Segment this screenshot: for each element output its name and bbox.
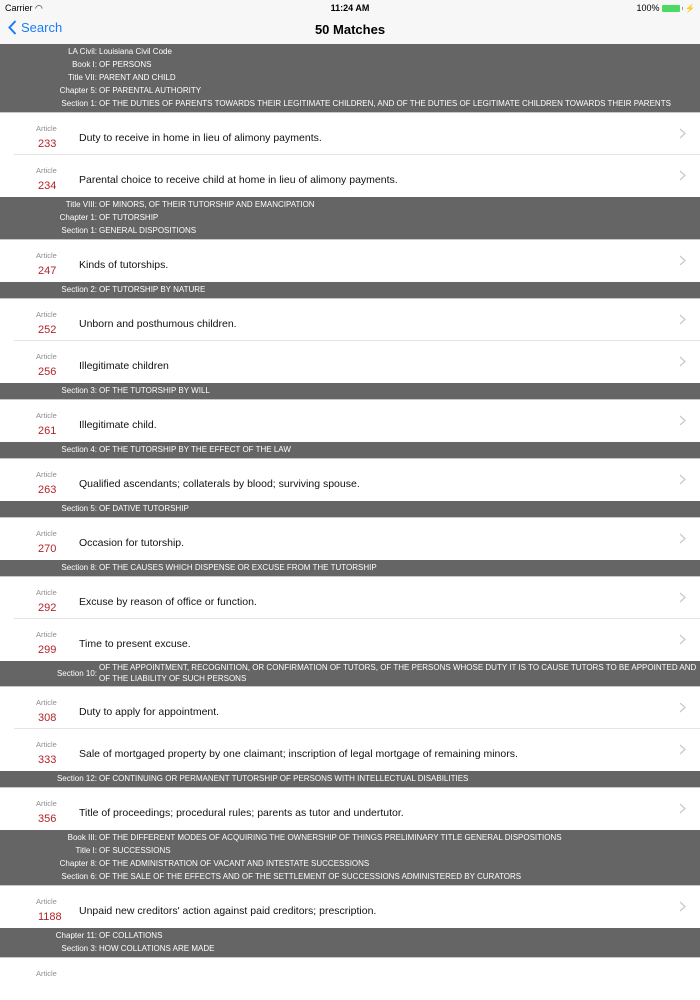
section-header bbox=[0, 771, 700, 788]
article-label: Article bbox=[36, 310, 57, 319]
hierarchy-label: Book III: bbox=[67, 833, 97, 842]
section-header bbox=[0, 830, 700, 886]
article-label: Article bbox=[36, 124, 57, 133]
hierarchy-label: Title VII: bbox=[67, 73, 97, 82]
battery-percent: 100% bbox=[636, 3, 660, 13]
article-row[interactable] bbox=[0, 113, 700, 155]
section-header bbox=[0, 282, 700, 299]
hierarchy-label: Section 1: bbox=[61, 226, 97, 235]
article-row[interactable] bbox=[0, 341, 700, 383]
article-label: Article bbox=[36, 588, 57, 597]
clock: 11:24 AM bbox=[330, 3, 370, 13]
article-row[interactable] bbox=[0, 729, 700, 771]
section-header-line bbox=[0, 942, 700, 955]
status-bar bbox=[0, 0, 700, 16]
hierarchy-value: OF THE DIFFERENT MODES OF ACQUIRING THE OWNERSHIP OF THINGS PRELIMINARY TITLE GENERAL DISPOSITIONS bbox=[99, 833, 562, 842]
article-title: Time to present excuse. bbox=[79, 638, 191, 650]
hierarchy-value: Louisiana Civil Code bbox=[99, 47, 172, 56]
article-label: Article bbox=[36, 411, 57, 420]
section-header-line bbox=[0, 211, 700, 224]
hierarchy-label: Section 2: bbox=[61, 285, 97, 294]
article-title: Sale of mortgaged property by one claimant; inscription of legal mortgage of remaining minors. bbox=[79, 748, 518, 760]
hierarchy-label: Chapter 1: bbox=[59, 213, 97, 222]
article-row[interactable] bbox=[0, 687, 700, 729]
article-row[interactable] bbox=[0, 400, 700, 442]
hierarchy-label: Section 12: bbox=[56, 774, 97, 783]
hierarchy-value: OF THE TUTORSHIP BY THE EFFECT OF THE LAW bbox=[99, 445, 291, 454]
hierarchy-label: Section 10: bbox=[56, 668, 97, 678]
article-label: Article bbox=[36, 799, 57, 808]
article-title: Duty to receive in home in lieu of alimony payments. bbox=[79, 132, 322, 144]
article-label: Article bbox=[36, 630, 57, 639]
section-header-line bbox=[0, 857, 700, 870]
section-header-line bbox=[0, 561, 700, 574]
section-header bbox=[0, 928, 700, 958]
hierarchy-value: OF PARENTAL AUTHORITY bbox=[99, 86, 202, 95]
section-header-line bbox=[0, 97, 700, 110]
section-header-line bbox=[0, 58, 700, 71]
article-title: Unborn and posthumous children. bbox=[79, 318, 237, 330]
hierarchy-value: OF DATIVE TUTORSHIP bbox=[99, 504, 189, 513]
hierarchy-value: OF MINORS, OF THEIR TUTORSHIP AND EMANCIPATION bbox=[99, 200, 315, 209]
chevron-right-icon bbox=[679, 255, 686, 266]
chevron-right-icon bbox=[679, 533, 686, 544]
section-header-line bbox=[0, 224, 700, 237]
chevron-right-icon bbox=[679, 634, 686, 645]
chevron-right-icon bbox=[679, 474, 686, 485]
section-header-line bbox=[0, 831, 700, 844]
hierarchy-label: Chapter 5: bbox=[59, 86, 97, 95]
article-label: Article bbox=[36, 969, 57, 978]
chevron-right-icon bbox=[679, 356, 686, 367]
hierarchy-label: Section 3: bbox=[61, 944, 97, 953]
hierarchy-value: GENERAL DISPOSITIONS bbox=[99, 226, 197, 235]
hierarchy-value: OF TUTORSHIP bbox=[99, 213, 159, 222]
hierarchy-value: OF THE DUTIES OF PARENTS TOWARDS THEIR LEGITIMATE CHILDREN, AND OF THE DUTIES OF LEGITIMATE CHILDREN TOWARDS THEIR PARENTS bbox=[99, 99, 671, 108]
section-header-line bbox=[0, 502, 700, 515]
hierarchy-value: PARENT AND CHILD bbox=[99, 73, 176, 82]
section-header bbox=[0, 44, 700, 113]
section-header-line bbox=[0, 443, 700, 456]
article-row[interactable] bbox=[0, 577, 700, 619]
hierarchy-value: OF CONTINUING OR PERMANENT TUTORSHIP OF PERSONS WITH INTELLECTUAL DISABILITIES bbox=[99, 774, 469, 783]
article-number: 299 bbox=[38, 644, 57, 656]
article-number: 308 bbox=[38, 712, 57, 724]
section-header-line bbox=[0, 84, 700, 97]
hierarchy-label: Section 8: bbox=[61, 563, 97, 572]
section-header bbox=[0, 442, 700, 459]
chevron-right-icon bbox=[679, 803, 686, 814]
section-header bbox=[0, 501, 700, 518]
article-label: Article bbox=[36, 529, 57, 538]
section-header bbox=[0, 383, 700, 400]
chevron-right-icon bbox=[679, 592, 686, 603]
article-number: 333 bbox=[38, 754, 57, 766]
article-number: 1188 bbox=[38, 911, 62, 923]
article-label: Article bbox=[36, 740, 57, 749]
hierarchy-label: Chapter 8: bbox=[59, 859, 97, 868]
section-header-line bbox=[0, 772, 700, 785]
hierarchy-value: OF THE TUTORSHIP BY WILL bbox=[99, 386, 210, 395]
hierarchy-label: Title I: bbox=[75, 846, 97, 855]
carrier-label: Carrier ◠ bbox=[5, 3, 43, 13]
hierarchy-label: Title VIII: bbox=[65, 200, 97, 209]
chevron-right-icon bbox=[679, 170, 686, 181]
chevron-right-icon bbox=[679, 702, 686, 713]
article-title: Occasion for tutorship. bbox=[79, 537, 185, 549]
article-title: Illegitimate children bbox=[79, 360, 169, 372]
hierarchy-label: Section 3: bbox=[61, 386, 97, 395]
hierarchy-label: Section 1: bbox=[61, 99, 97, 108]
chevron-right-icon bbox=[679, 415, 686, 426]
section-header-line bbox=[0, 662, 700, 684]
article-title: Duty to apply for appointment. bbox=[79, 706, 220, 718]
hierarchy-value: OF TUTORSHIP BY NATURE bbox=[99, 285, 206, 294]
section-header-line bbox=[0, 844, 700, 857]
section-header-line bbox=[0, 71, 700, 84]
article-row[interactable] bbox=[0, 958, 700, 1000]
article-title: Illegitimate child. bbox=[79, 419, 157, 431]
article-row[interactable] bbox=[0, 459, 700, 501]
article-number: 252 bbox=[38, 324, 57, 336]
hierarchy-label: Section 5: bbox=[61, 504, 97, 513]
section-header bbox=[0, 661, 700, 687]
article-number: 356 bbox=[38, 813, 57, 825]
article-label: Article bbox=[36, 698, 57, 707]
hierarchy-value: OF THE CAUSES WHICH DISPENSE OR EXCUSE FROM THE TUTORSHIP bbox=[99, 563, 377, 572]
hierarchy-label: Section 6: bbox=[61, 872, 97, 881]
navigation-bar bbox=[0, 16, 700, 44]
hierarchy-value: OF COLLATIONS bbox=[99, 931, 163, 940]
section-header-line bbox=[0, 283, 700, 296]
hierarchy-value: HOW COLLATIONS ARE MADE bbox=[99, 944, 215, 953]
chevron-right-icon bbox=[679, 744, 686, 755]
chevron-right-icon bbox=[679, 901, 686, 912]
article-number: 256 bbox=[38, 366, 57, 378]
section-header-line bbox=[0, 384, 700, 397]
article-label: Article bbox=[36, 251, 57, 260]
hierarchy-value: OF THE ADMINISTRATION OF VACANT AND INTESTATE SUCCESSIONS bbox=[99, 859, 370, 868]
hierarchy-value: OF THE SALE OF THE EFFECTS AND OF THE SETTLEMENT OF SUCCESSIONS ADMINISTERED BY CURATORS bbox=[99, 872, 522, 881]
back-button-label: Search bbox=[21, 20, 63, 35]
results-list[interactable] bbox=[0, 44, 700, 1000]
article-title: Excuse by reason of office or function. bbox=[79, 596, 257, 608]
battery-icon bbox=[662, 5, 680, 12]
section-header-line bbox=[0, 198, 700, 211]
article-row[interactable] bbox=[0, 299, 700, 341]
article-number: 270 bbox=[38, 543, 57, 555]
chevron-right-icon bbox=[679, 314, 686, 325]
article-row[interactable] bbox=[0, 619, 700, 661]
article-number: 247 bbox=[38, 265, 57, 277]
article-number: 261 bbox=[38, 425, 57, 437]
article-title: Kinds of tutorships. bbox=[79, 259, 169, 271]
section-header-line bbox=[0, 870, 700, 883]
section-header bbox=[0, 560, 700, 577]
hierarchy-label: Section 4: bbox=[61, 445, 97, 454]
section-header-line bbox=[0, 45, 700, 58]
article-number: 292 bbox=[38, 602, 57, 614]
article-number: 234 bbox=[38, 180, 57, 192]
article-title: Parental choice to receive child at home in lieu of alimony payments. bbox=[79, 174, 398, 186]
article-row[interactable] bbox=[0, 518, 700, 560]
hierarchy-label: Book I: bbox=[72, 60, 97, 69]
article-row[interactable] bbox=[0, 240, 700, 282]
article-number: 263 bbox=[38, 484, 57, 496]
article-row[interactable] bbox=[0, 788, 700, 830]
article-title: Qualified ascendants; collaterals by blood; surviving spouse. bbox=[79, 478, 360, 490]
wifi-icon: ◠ bbox=[35, 3, 43, 13]
article-label: Article bbox=[36, 470, 57, 479]
section-header-line bbox=[0, 929, 700, 942]
hierarchy-label: Chapter 11: bbox=[55, 931, 97, 940]
article-title: Title of proceedings; procedural rules; parents as tutor and undertutor. bbox=[79, 807, 404, 819]
charging-icon: ⚡ bbox=[685, 3, 695, 13]
article-label: Article bbox=[36, 166, 57, 175]
hierarchy-label: LA Civil: bbox=[68, 47, 97, 56]
article-title: Unpaid new creditors' action against paid creditors; prescription. bbox=[79, 905, 377, 917]
hierarchy-value: OF THE APPOINTMENT, RECOGNITION, OR CONFIRMATION OF TUTORS, OF THE PERSONS WHOSE DUTY IT IS TO CAUSE TUTORS TO BE APPOINTED AND OF THE LIABILITY OF SUCH PERSONS bbox=[99, 663, 697, 683]
page-title: 50 Matches bbox=[314, 22, 386, 37]
article-label: Article bbox=[36, 897, 57, 906]
battery-indicator bbox=[637, 3, 696, 13]
chevron-right-icon bbox=[679, 128, 686, 139]
article-number: 233 bbox=[38, 138, 57, 150]
article-label: Article bbox=[36, 352, 57, 361]
section-header bbox=[0, 197, 700, 240]
hierarchy-value: OF PERSONS bbox=[99, 60, 152, 69]
hierarchy-value: OF SUCCESSIONS bbox=[99, 846, 171, 855]
article-row[interactable] bbox=[0, 155, 700, 197]
article-row[interactable] bbox=[0, 886, 700, 928]
